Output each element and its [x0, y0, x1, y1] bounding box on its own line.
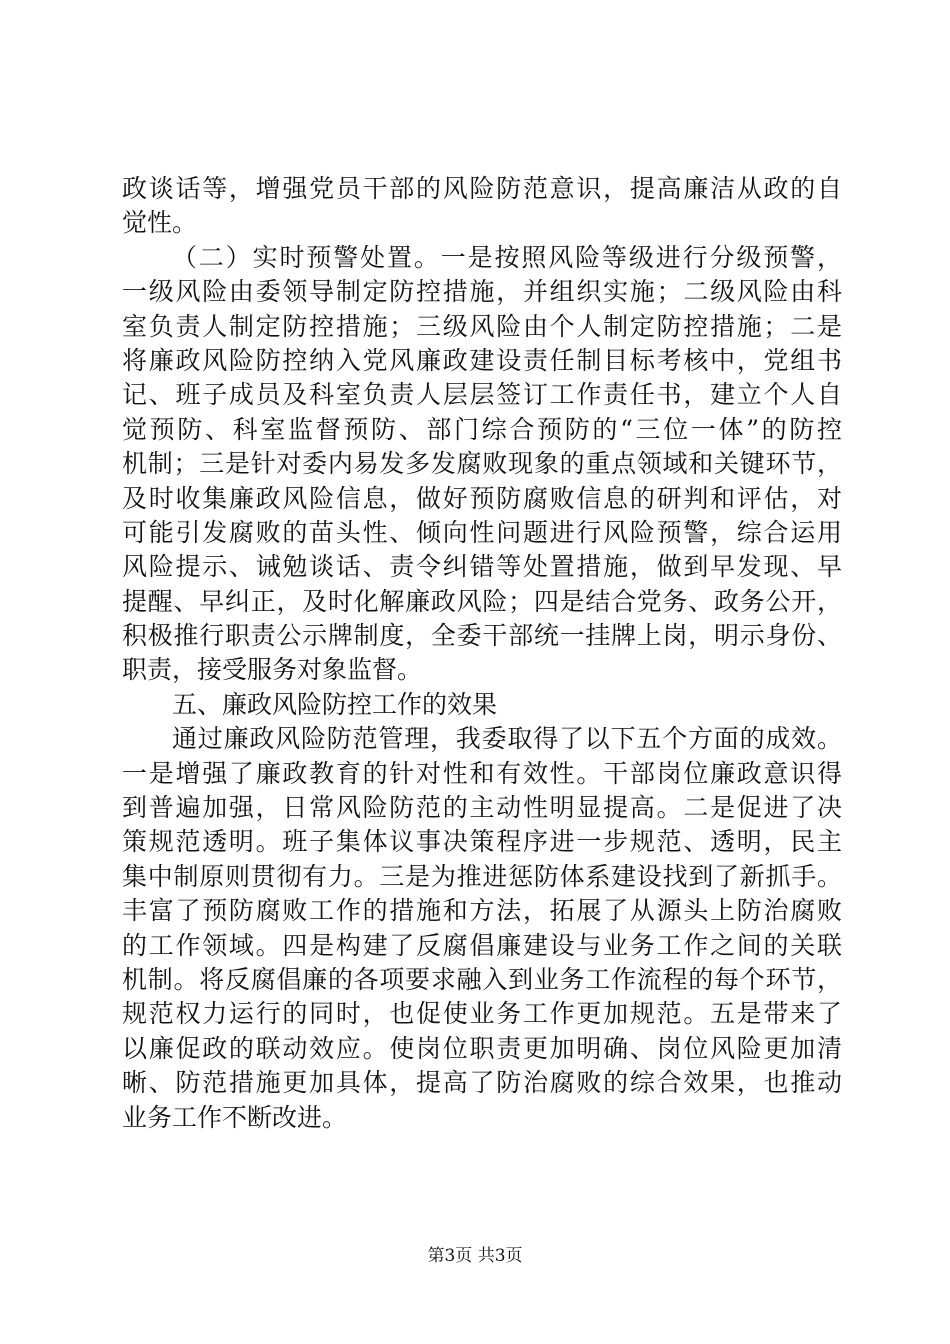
paragraph-line: 及时收集廉政风险信息，做好预防腐败信息的研判和评估，对: [122, 483, 842, 513]
paragraph-line: 的工作领域。四是构建了反腐倡廉建设与业务工作之间的关联: [122, 930, 842, 960]
document-body: [122, 172, 842, 1135]
section-heading: 五、廉政风险防控工作的效果: [172, 689, 498, 719]
paragraph-line: 机制；三是针对委内易发多发腐败现象的重点领域和关键环节，: [122, 449, 842, 479]
paragraph-line: 机制。将反腐倡廉的各项要求融入到业务工作流程的每个环节，: [122, 964, 842, 994]
paragraph-line: 一级风险由委领导制定防控措施，并组织实施；二级风险由科: [122, 277, 842, 307]
paragraph-line: 将廉政风险防控纳入党风廉政建设责任制目标考核中，党组书: [122, 345, 842, 375]
paragraph-line: 风险提示、诫勉谈话、责令纠错等处置措施，做到早发现、早: [122, 552, 842, 582]
paragraph-line: 职责，接受服务对象监督。: [122, 655, 423, 685]
paragraph-line: 一是增强了廉政教育的针对性和有效性。干部岗位廉政意识得: [122, 758, 842, 788]
paragraph-line: 可能引发腐败的苗头性、倾向性问题进行风险预警，综合运用: [122, 517, 842, 547]
paragraph-line: 晰、防范措施更加具体，提高了防治腐败的综合效果，也推动: [122, 1068, 842, 1098]
paragraph-line: 规范权力运行的同时，也促使业务工作更加规范。五是带来了: [122, 999, 842, 1029]
paragraph-line: 觉预防、科室监督预防、部门综合预防的“三位一体”的防控: [122, 414, 842, 444]
paragraph-line: 丰富了预防腐败工作的措施和方法，拓展了从源头上防治腐败: [122, 896, 842, 926]
paragraph-line: 室负责人制定防控措施；三级风险由个人制定防控措施；二是: [122, 311, 842, 341]
paragraph-line: 提醒、早纠正，及时化解廉政风险；四是结合党务、政务公开，: [122, 586, 842, 616]
page-number-footer: 第3页 共3页: [427, 1246, 523, 1266]
paragraph-line: 觉性。: [122, 208, 198, 238]
paragraph-line: 集中制原则贯彻有力。三是为推进惩防体系建设找到了新抓手。: [122, 861, 842, 891]
paragraph-line: （二）实时预警处置。一是按照风险等级进行分级预警，: [172, 242, 842, 272]
paragraph-line: 积极推行职责公示牌制度，全委干部统一挂牌上岗，明示身份、: [122, 621, 842, 651]
paragraph-line: 业务工作不断改进。: [122, 1102, 348, 1132]
paragraph-line: 以廉促政的联动效应。使岗位职责更加明确、岗位风险更加清: [122, 1033, 842, 1063]
paragraph-line: 通过廉政风险防范管理，我委取得了以下五个方面的成效。: [172, 724, 842, 754]
paragraph-line: 策规范透明。班子集体议事决策程序进一步规范、透明，民主: [122, 827, 842, 857]
paragraph-line: 到普遍加强，日常风险防范的主动性明显提高。二是促进了决: [122, 793, 842, 823]
paragraph-line: 政谈话等，增强党员干部的风险防范意识，提高廉洁从政的自: [122, 174, 842, 203]
paragraph-line: 记、班子成员及科室负责人层层签订工作责任书，建立个人自: [122, 380, 842, 410]
